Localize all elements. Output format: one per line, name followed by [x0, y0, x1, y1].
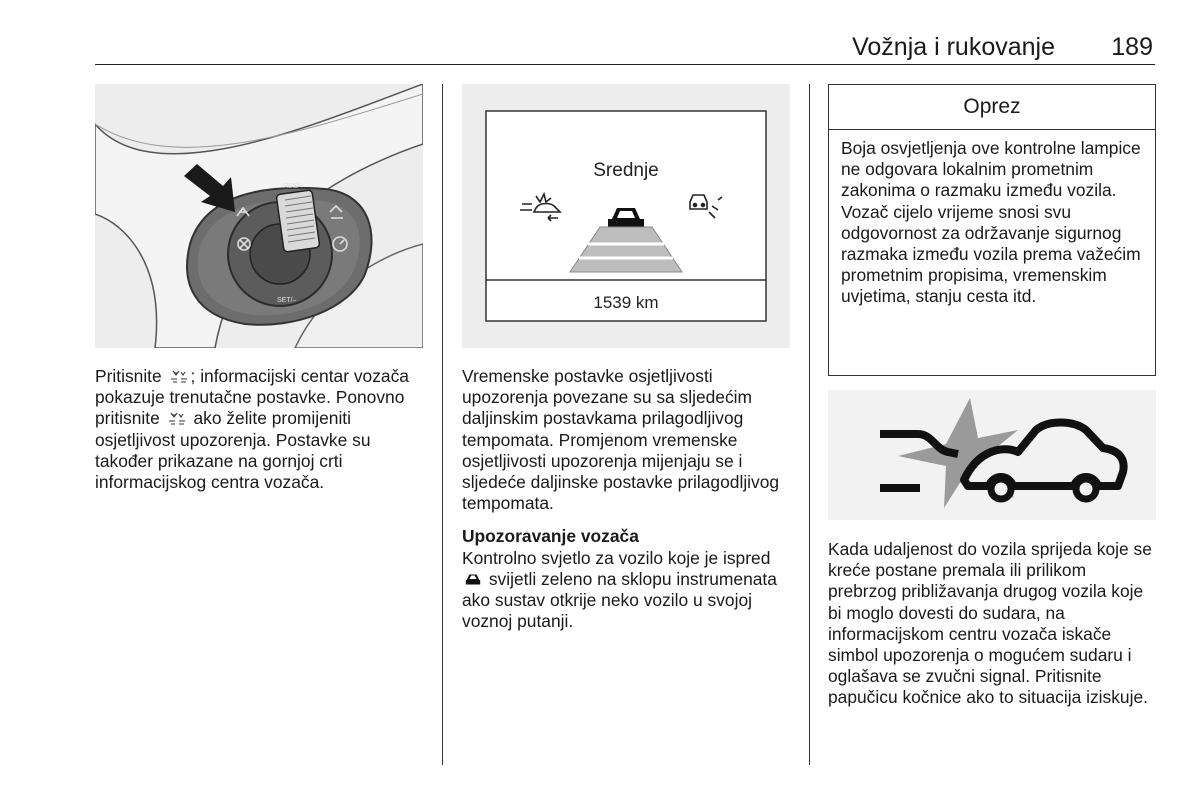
text-run: svijetli zeleno na sklopu instrumenata ako sustav otkrije neko vozilo u svojoj voznoj putanji.	[462, 568, 777, 632]
distance-setting-icon	[169, 369, 189, 384]
column-divider-2	[809, 84, 810, 765]
column-2-text	[462, 366, 797, 632]
column-1-text	[95, 366, 425, 493]
caution-box	[828, 84, 1156, 376]
steering-wheel-illustration	[95, 84, 423, 348]
distance-setting-label: Srednje	[593, 160, 659, 181]
paragraph	[462, 548, 797, 633]
chapter-title: Vožnja i rukovanje	[852, 33, 1055, 61]
driver-info-display-figure	[462, 84, 790, 348]
caution-text: Boja osvjetljenja ove kontrolne lampice ne odgovara lokalnim prometnim zakonima o razmaku između vozila. Vozač cijelo vrijeme snosi svu odgovornost za održavanje sigurnog razmaka između vozila prema važećim prometnim propisima, vremenskim uvjetima, stanju cesta itd.	[841, 138, 1141, 307]
vehicle-ahead-icon	[464, 572, 482, 587]
svg-text:SET/–: SET/–	[277, 297, 297, 304]
steering-wheel-figure	[95, 84, 423, 348]
svg-text:RES/+: RES/+	[283, 183, 304, 190]
odometer-readout: 1539 km	[593, 293, 659, 312]
column-divider-1	[442, 84, 443, 765]
paragraph: Kada udaljenost do vozila sprijeda koje se kreće postane premala ili prilikom prebrzog približavanja drugog vozila koje bi moglo dovesti do sudara, na informacijskom centru vozača iskače simbol upozorenja o mogućem sudaru i oglašava se zvučni signal. Pritisnite papučicu kočnice ako to situacija iziskuje.	[828, 539, 1152, 708]
paragraph: Vremenske postavke osjetljivosti upozorenja povezane su sa sljedećim daljinskim postavkama prilagodljivog tempomata. Promjenom vremenske osjetljivosti upozorenja mijenjaju se i sljedeće daljinske postavke prilagodljivog tempomata.	[462, 366, 780, 514]
caution-title: Oprez	[829, 85, 1155, 130]
column-3-text	[828, 539, 1158, 709]
text-run: Pritisnite	[95, 366, 162, 386]
collision-warning-figure	[828, 390, 1156, 520]
collision-warning-illustration	[828, 390, 1156, 520]
distance-setting-icon	[167, 411, 187, 426]
text-run: Kontrolno svjetlo za vozilo koje je ispred	[462, 547, 771, 568]
page-number: 189	[1111, 33, 1153, 61]
subheading: Upozoravanje vozača	[462, 526, 639, 547]
text-run: ako želite promijeniti osjetljivost upozorenja. Postavke su također prikazane na gornjoj crti informacijskog centra vozača.	[95, 408, 371, 493]
page-header	[95, 30, 1155, 65]
paragraph	[95, 366, 425, 493]
text-run: ; informacijski centar vozača pokazuje trenutačne postavke. Ponovno pritisnite	[95, 366, 409, 429]
display-illustration	[462, 84, 790, 348]
